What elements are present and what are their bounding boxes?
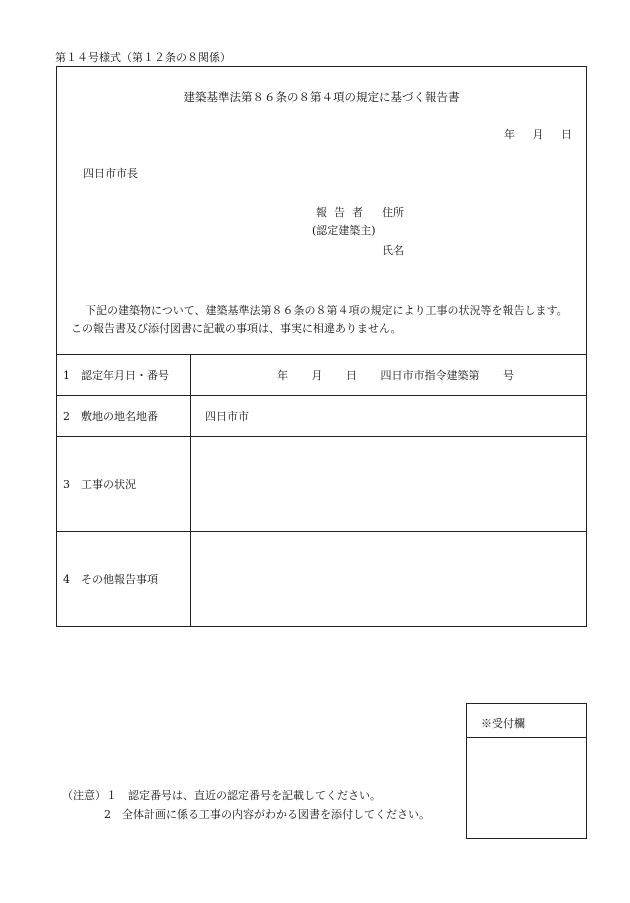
note-item-1: 認定番号は、直近の認定番号を記載してください。 bbox=[128, 789, 381, 802]
construction-status-label: 3 工事の状況 bbox=[57, 437, 191, 532]
site-address-label: 2 敷地の地名地番 bbox=[57, 396, 191, 437]
table-row bbox=[57, 437, 587, 532]
body-text-line-1: 下記の建築物について、建築基準法第８６条の８第４項の規定により工事の状況等を報告します。 bbox=[85, 304, 568, 317]
notes-prefix: （注意）１ bbox=[62, 789, 117, 802]
report-table bbox=[56, 354, 587, 627]
reporter-address-label: 住所 bbox=[382, 206, 404, 219]
report-form bbox=[56, 66, 587, 627]
other-report-label: 4 その他報告事項 bbox=[57, 532, 191, 627]
table-row bbox=[57, 355, 587, 396]
certified-owner-label: (認定建築主) bbox=[312, 224, 376, 237]
name-label: 氏名 bbox=[382, 244, 404, 257]
reception-label: ※受付欄 bbox=[481, 717, 525, 730]
cert-date-number-label: 1 認定年月日・番号 bbox=[57, 355, 191, 396]
addressee: 四日市市長 bbox=[83, 167, 138, 180]
table-row bbox=[57, 396, 587, 437]
note-item-2: 2 全体計画に係る工事の内容がわかる図書を添付してください。 bbox=[104, 808, 430, 821]
construction-status-field[interactable] bbox=[191, 437, 587, 532]
form-number: 第１４号様式（第１２条の８関係） bbox=[55, 51, 231, 64]
other-report-field[interactable] bbox=[191, 532, 587, 627]
table-row bbox=[57, 532, 587, 627]
date-line: 年 月 日 bbox=[504, 128, 572, 141]
reporter-label: 報告者 bbox=[316, 206, 370, 219]
reception-box bbox=[466, 703, 587, 839]
cert-date-number-field[interactable]: 年 月 日 四日市市指令建築第 号 bbox=[191, 355, 587, 396]
site-address-field[interactable]: 四日市市 bbox=[191, 396, 587, 437]
body-text-line-2: この報告書及び添付図書に記載の事項は、事実に相違ありません。 bbox=[71, 322, 402, 335]
reception-header bbox=[467, 704, 586, 738]
document-title: 建築基準法第８６条の８第４項の規定に基づく報告書 bbox=[183, 90, 460, 104]
